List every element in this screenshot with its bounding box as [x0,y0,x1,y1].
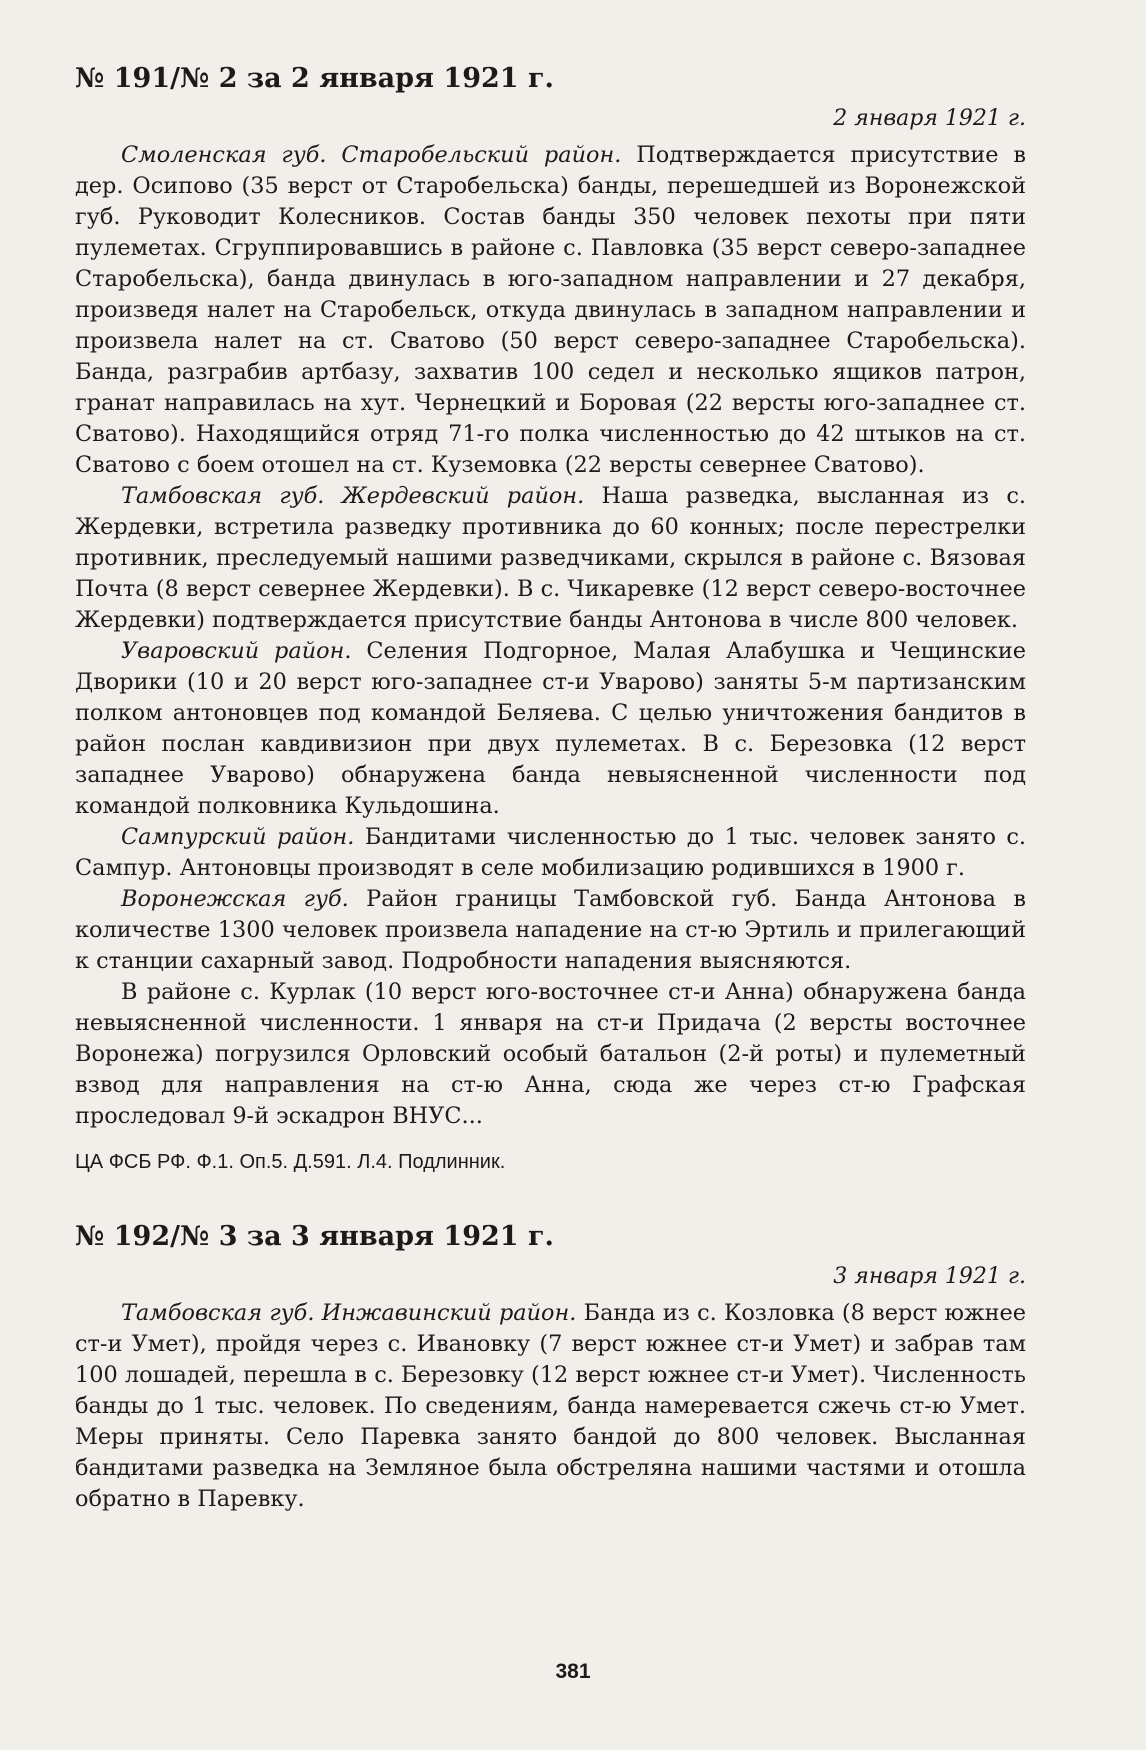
paragraph [75,822,1026,884]
document-date: 2 января 1921 г. [833,106,1026,131]
paragraph [75,481,1026,636]
region-label: Уваровский район. [121,638,352,664]
paragraph [75,140,1026,481]
paragraph-text: В районе с. Курлак (10 верст юго-восточнее ст-и Анна) обнаружена банда невыясненной численности. 1 января на ст-и Придача (2 версты восточнее Воронежа) погрузился Орловский особый батальон (2-й роты) и пулеметный взвод для направления на ст-ю Анна, сюда же через ст-ю Графская проследовал 9-й эскадрон ВНУС... [75,979,1026,1129]
paragraph-text: Район границы Тамбовской губ. Банда Антонова в количестве 1300 человек произвела нападение на ст-ю Эртиль и прилегающий к станции сахарный завод. Подробности нападения выясняются. [75,886,1026,974]
paragraph-text: Бандитами численностью до 1 тыс. человек занято с. Сампур. Антоновцы производят в селе мобилизацию родившихся в 1900 г. [75,824,1026,881]
paragraph-text: Селения Подгорное, Малая Алабушка и Чещинские Дворики (10 и 20 верст юго-западнее ст-и Уварово) заняты 5-м партизанским полком антоновцев под командой Беляева. С целью уничтожения бандитов в район послан кавдивизион при двух пулеметах. В с. Березовка (12 верст западнее Уварово) обнаружена банда невыясненной численности под командой полковника Кульдошина. [75,638,1027,819]
paragraph [75,636,1026,822]
region-label: Сампурский район. [121,824,355,850]
paragraph [75,977,1026,1132]
paragraph [75,1298,1026,1515]
region-label: Воронежская губ. [121,886,349,912]
region-label: Тамбовская губ. Инжавинский район. [121,1300,577,1326]
paragraph [75,884,1026,977]
document-192 [75,1220,1026,1515]
region-label: Тамбовская губ. Жердевский район. [121,483,585,509]
paragraph-text: Наша разведка, высланная из с. Жердевки, встретила разведку противника до 60 конных; после перестрелки противник, преследуемый нашими разведчиками, скрылся в районе с. Вязовая Почта (8 верст севернее Жердевки). В с. Чикаревке (12 верст северо-восточнее Жердевки) подтверждается присутствие банды Антонова в числе 800 человек. [75,483,1026,633]
archive-source: ЦА ФСБ РФ. Ф.1. Оп.5. Д.591. Л.4. Подлинник. [75,1151,506,1173]
paragraph-text: Подтверждается присутствие в дер. Осипово (35 верст от Старобельска) банды, перешедшей из Воронежской губ. Руководит Колесников. Состав банды 350 человек пехоты при пяти пулеметах. Сгруппировавшись в районе с. Павловка (35 верст северо-западнее Старобельска), банда двинулась в юго-западном направлении и 27 декабря, произведя налет на Старобельск, откуда двинулась в западном направлении и произвела налет на ст. Сватово (50 верст северо-западнее Старобельска). Банда, разграбив артбазу, захватив 100 седел и несколько ящиков патрон, гранат направилась на хут. Чернецкий и Боровая (22 версты юго-западнее ст. Сватово). Находящийся отряд 71-го полка численностью до 42 штыков на ст. Сватово с боем отошел на ст. Куземовка (22 версты севернее Сватово). [75,142,1026,478]
page-number: 381 [555,1660,591,1683]
region-label: Смоленская губ. Старобельский район. [121,142,622,168]
paragraph-text: Банда из с. Козловка (8 верст южнее ст-и Умет), пройдя через с. Ивановку (7 верст южнее ст-и Умет) и забрав там 100 лошадей, перешла в с. Березовку (12 верст южнее ст-и Умет). Численность банды до 1 тыс. человек. По сведениям, банда намеревается сжечь ст-ю Умет. Меры приняты. Село Паревка занято бандой до 800 человек. Высланная бандитами разведка на Земляное была обстреляна нашими частями и отошла обратно в Паревку. [75,1300,1026,1512]
document-date: 3 января 1921 г. [833,1264,1026,1289]
document-191 [75,62,1026,1176]
document-heading: № 192/№ 3 за 3 января 1921 г. [75,1221,554,1252]
document-heading: № 191/№ 2 за 2 января 1921 г. [75,63,554,94]
